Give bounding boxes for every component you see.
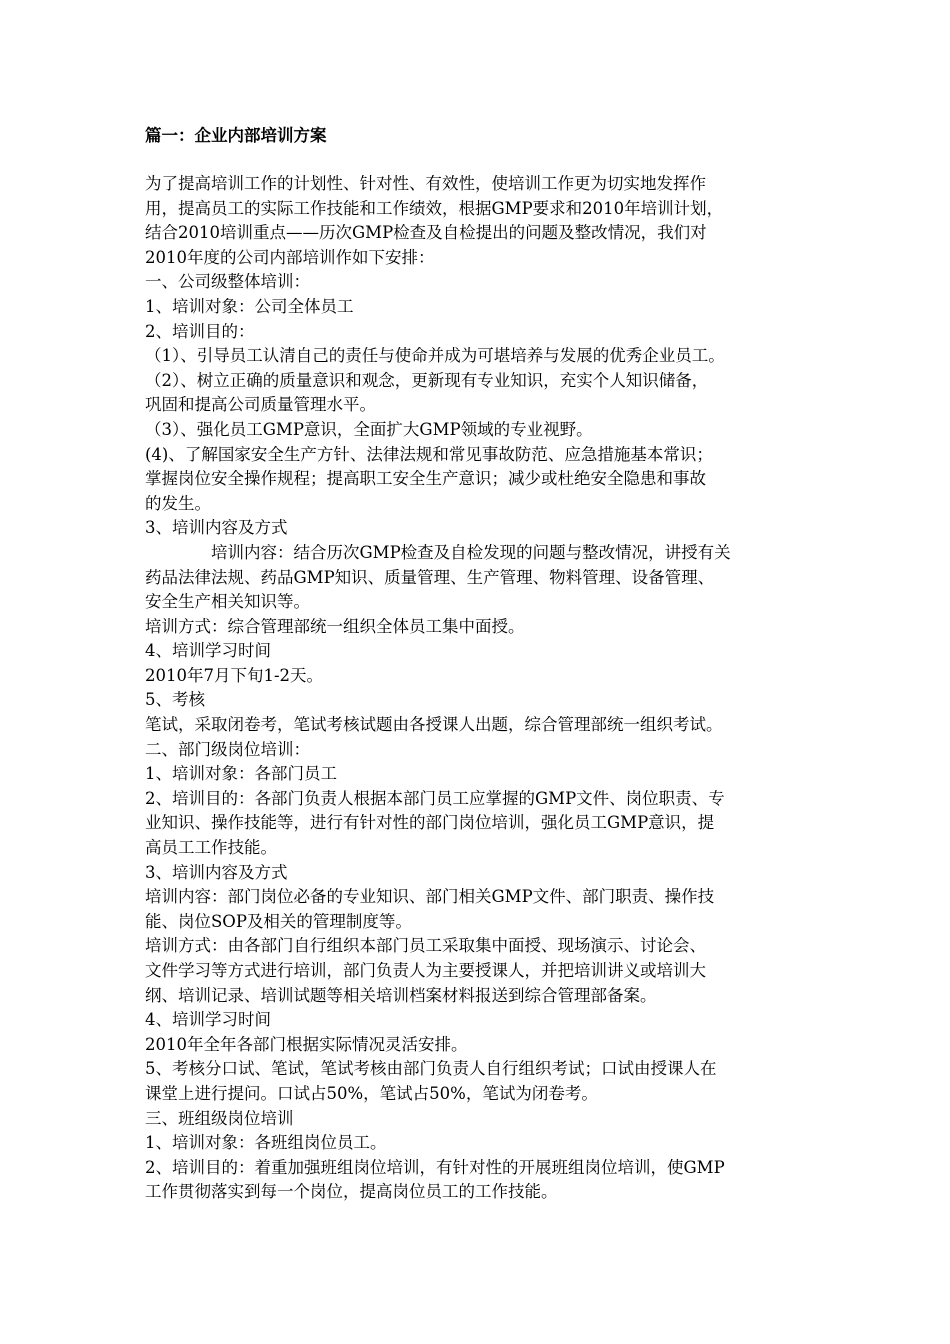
paragraph-line: 用，提高员工的实际工作技能和工作绩效，根据GMP要求和2010年培训计划， <box>145 198 724 218</box>
paragraph-line: 培训内容：部门岗位必备的专业知识、部门相关GMP文件、部门职责、操作技 <box>145 887 715 907</box>
paragraph-line: 巩固和提高公司质量管理水平。 <box>145 395 376 415</box>
paragraph-line: 1、培训对象：各部门员工 <box>145 764 337 784</box>
paragraph-line: 业知识、操作技能等，进行有针对性的部门岗位培训，强化员工GMP意识，提 <box>145 813 715 833</box>
paragraph-line: 课堂上进行提问。口试占50%，笔试占50%，笔试为闭卷考。 <box>145 1083 598 1103</box>
paragraph-line: (4)、了解国家安全生产方针、法律法规和常见事故防范、应急措施基本常识； <box>145 444 713 464</box>
paragraph-line: 能、岗位SOP及相关的管理制度等。 <box>145 911 412 931</box>
paragraph-line: 工作贯彻落实到每一个岗位，提高岗位员工的工作技能。 <box>145 1182 558 1202</box>
paragraph-line: （3）、强化员工GMP意识，全面扩大GMP领域的专业视野。 <box>145 419 593 439</box>
paragraph-line: 药品法律法规、药品GMP知识、质量管理、生产管理、物料管理、设备管理、 <box>145 567 715 587</box>
paragraph-line: 培训方式：由各部门自行组织本部门员工采取集中面授、现场演示、讨论会、 <box>145 936 706 956</box>
paragraph-line: 4、培训学习时间 <box>145 641 271 661</box>
paragraph-line: 2010年度的公司内部培训作如下安排： <box>145 247 435 267</box>
section-heading: 二、部门级岗位培训： <box>145 739 310 759</box>
paragraph-line: 3、培训内容及方式 <box>145 862 288 882</box>
paragraph-line: 结合2010培训重点——历次GMP检查及自检提出的问题及整改情况，我们对 <box>145 223 707 243</box>
document-title: 篇一：企业内部培训方案 <box>145 126 327 145</box>
document-content <box>145 124 825 1205</box>
paragraph-line: 2、培训目的：着重加强班组岗位培训，有针对性的开展班组岗位培训，使GMP <box>145 1157 725 1177</box>
paragraph-line: 2010年7月下旬1-2天。 <box>145 665 324 685</box>
paragraph-line: 掌握岗位安全操作规程；提高职工安全生产意识；减少或杜绝安全隐患和事故 <box>145 469 706 489</box>
paragraph-line: 5、考核分口试、笔试，笔试考核由部门负责人自行组织考试；口试由授课人在 <box>145 1059 717 1079</box>
paragraph-line: 高员工工作技能。 <box>145 838 277 858</box>
section-heading: 一、公司级整体培训： <box>145 272 310 292</box>
paragraph-line: 2、培训目的： <box>145 321 255 341</box>
paragraph-line: 2、培训目的：各部门负责人根据本部门员工应掌握的GMP文件、岗位职责、专 <box>145 788 725 808</box>
paragraph-line: 2010年全年各部门根据实际情况灵活安排。 <box>145 1034 468 1054</box>
paragraph-line: （1）、引导员工认清自己的责任与使命并成为可堪培养与发展的优秀企业员工。 <box>145 346 725 366</box>
document-body <box>145 172 825 1205</box>
paragraph-line: 4、培训学习时间 <box>145 1010 271 1030</box>
paragraph-line: 培训内容：结合历次GMP检查及自检发现的问题与整改情况，讲授有关 <box>211 542 731 562</box>
paragraph-line: 培训方式：综合管理部统一组织全体员工集中面授。 <box>145 616 525 636</box>
paragraph-line: 为了提高培训工作的计划性、针对性、有效性，使培训工作更为切实地发挥作 <box>145 174 706 193</box>
paragraph-line: 的发生。 <box>145 493 211 513</box>
paragraph-line: 笔试，采取闭卷考，笔试考核试题由各授课人出题，综合管理部统一组织考试。 <box>145 715 723 735</box>
paragraph-line: 1、培训对象：公司全体员工 <box>145 296 354 316</box>
paragraph-line: 5、考核 <box>145 690 205 710</box>
paragraph-line: 3、培训内容及方式 <box>145 518 288 538</box>
paragraph-line: 文件学习等方式进行培训，部门负责人为主要授课人，并把培训讲义或培训大 <box>145 961 706 980</box>
paragraph-line: （2）、树立正确的质量意识和观念，更新现有专业知识，充实个人知识储备， <box>145 370 709 390</box>
paragraph-line: 安全生产相关知识等。 <box>145 592 310 612</box>
section-heading: 三、班组级岗位培训 <box>145 1108 294 1128</box>
paragraph-line: 1、培训对象：各班组岗位员工。 <box>145 1133 387 1153</box>
paragraph-line: 纲、培训记录、培训试题等相关培训档案材料报送到综合管理部备案。 <box>145 985 657 1005</box>
